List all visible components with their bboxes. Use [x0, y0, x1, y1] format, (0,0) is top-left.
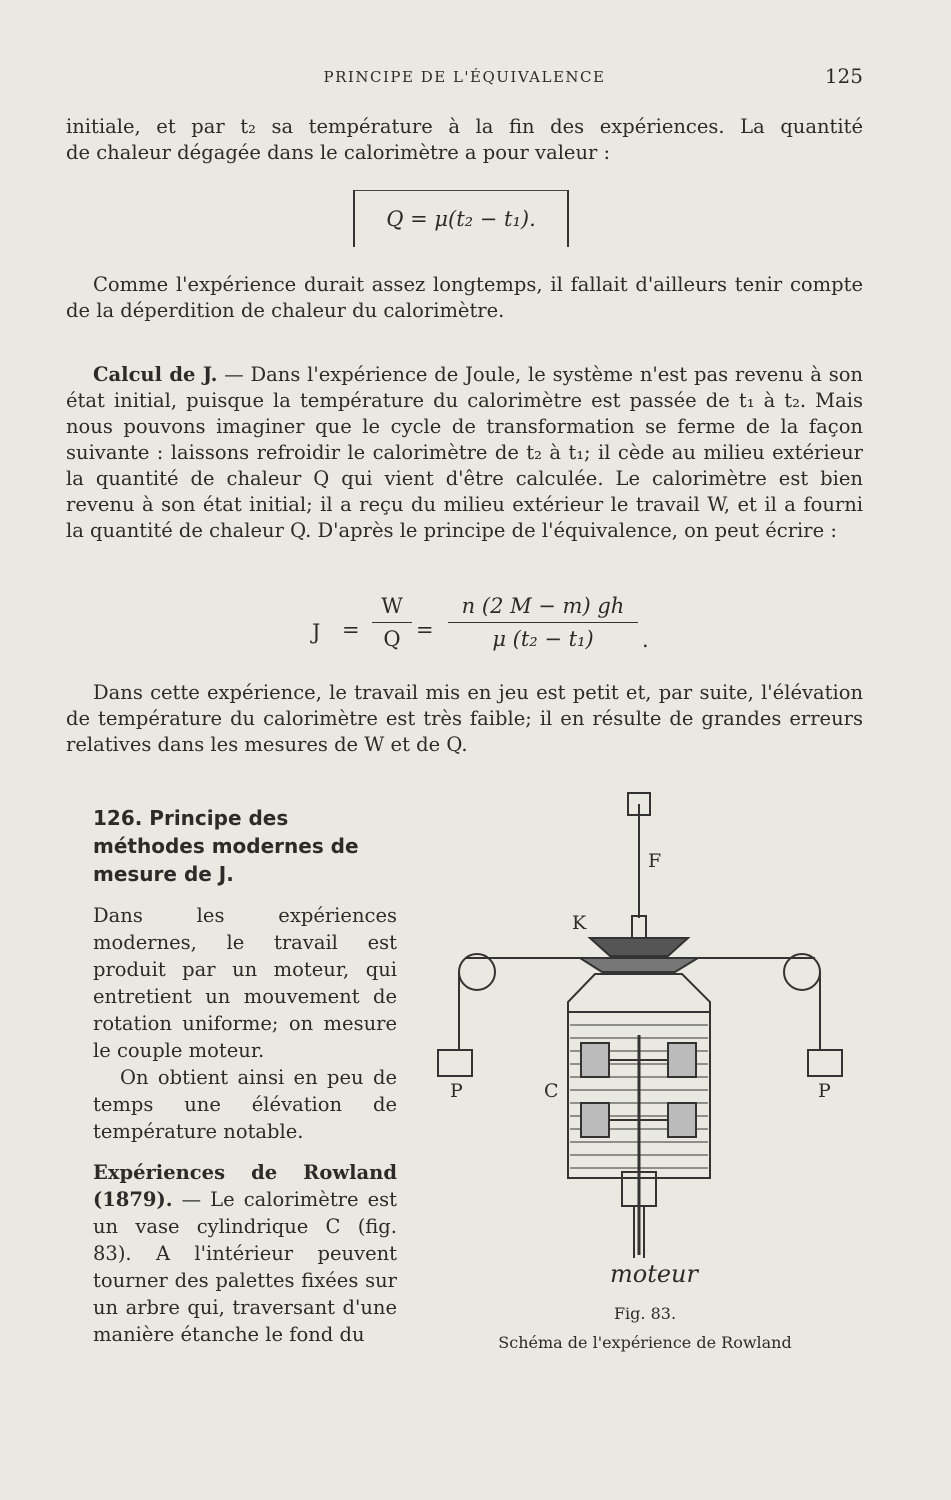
fraction-1-numerator: W	[372, 594, 412, 623]
figure-caption: Schéma de l'expérience de Rowland	[498, 1333, 792, 1352]
figure-number: Fig. 83.	[613, 1304, 677, 1323]
paragraph-intro	[66, 114, 863, 166]
section-126-paragraph-1: Dans les expériences modernes, le travail est produit par un moteur, qui entretient un mouvement de rotation uniforme; on mesure le couple moteur.	[93, 904, 397, 1062]
page-number: 125	[824, 64, 863, 88]
label-C: C	[544, 1080, 559, 1102]
fraction-2-numerator: n (2 M − m) gh	[448, 594, 638, 623]
label-moteur: moteur	[610, 1260, 698, 1288]
formula-j-fraction-2	[448, 594, 638, 651]
formula-j-eq-2: =	[416, 618, 434, 642]
intro-line-2: de chaleur dégagée dans le calorimètre a pour valeur :	[66, 141, 611, 164]
fraction-1-denominator: Q	[383, 627, 401, 651]
conclusion-text: Dans cette expérience, le travail mis en jeu est petit et, par suite, l'élévation de température du calorimètre est très faible; il en résulte de grandes erreurs relatives dans les mesures de W et de Q.	[66, 681, 863, 756]
formula-j	[300, 594, 660, 674]
paragraph-conclusion	[66, 680, 863, 758]
formula-j-eq-1: =	[342, 618, 360, 642]
formula-j-lhs: J	[312, 620, 321, 644]
running-title: PRINCIPE DE L'ÉQUIVALENCE	[323, 68, 606, 86]
label-P-right: P	[818, 1080, 831, 1102]
section-126-paragraph-2: On obtient ainsi en peu de temps une élévation de température notable.	[93, 1066, 397, 1143]
fraction-2-denominator: μ (t₂ − t₁)	[492, 627, 594, 651]
calcul-body: — Dans l'expérience de Joule, le système n'est pas revenu à son état initial, puisque la température du calorimètre est passée de t₁ à t₂. Mais nous pouvons imaginer que le cycle de transformation se ferme de la façon suivante : laissons refroidir le calorimètre de t₂ à t₁; il cède au milieu extérieur la quantité de chaleur Q qui vient d'être calculée. Le calorimètre est bien revenu à son état initial; il a reçu du milieu extérieur le travail W, et il a fourni la quantité de chaleur Q. D'après le principe de l'équivalence, on peut écrire :	[66, 363, 863, 542]
paragraph-calcul	[66, 362, 863, 544]
figure-83	[420, 780, 870, 1380]
deperdition-text: Comme l'expérience durait assez longtemps, il fallait d'ailleurs tenir compte de la déperdition de chaleur du calorimètre.	[66, 273, 863, 322]
formula-q-box	[353, 190, 569, 247]
formula-q: Q = μ(t₂ − t₁).	[386, 207, 536, 231]
formula-j-fraction-1	[372, 594, 412, 651]
section-126-title: 126. Principe des méthodes modernes de mesure de J.	[93, 806, 359, 886]
section-126	[93, 804, 397, 1348]
rowland-apparatus-diagram	[420, 780, 870, 1380]
formula-j-end: .	[642, 628, 649, 652]
label-F: F	[648, 850, 662, 872]
page-header	[66, 64, 863, 90]
paragraph-deperdition	[66, 272, 863, 324]
label-P-left: P	[450, 1080, 463, 1102]
rowland-title: Expériences de Rowland (1879).	[93, 1161, 397, 1211]
intro-line-1: initiale, et par t₂ sa température à la fin des expériences. La quantité	[66, 115, 863, 138]
rowland-body: — Le calorimètre est un vase cylindrique C (fig. 83). A l'intérieur peuvent tourner des palettes fixées sur un arbre qui, traversant d'une manière étanche le fond du	[93, 1188, 397, 1346]
calcul-title: Calcul de J.	[93, 363, 218, 386]
label-K: K	[572, 912, 587, 934]
